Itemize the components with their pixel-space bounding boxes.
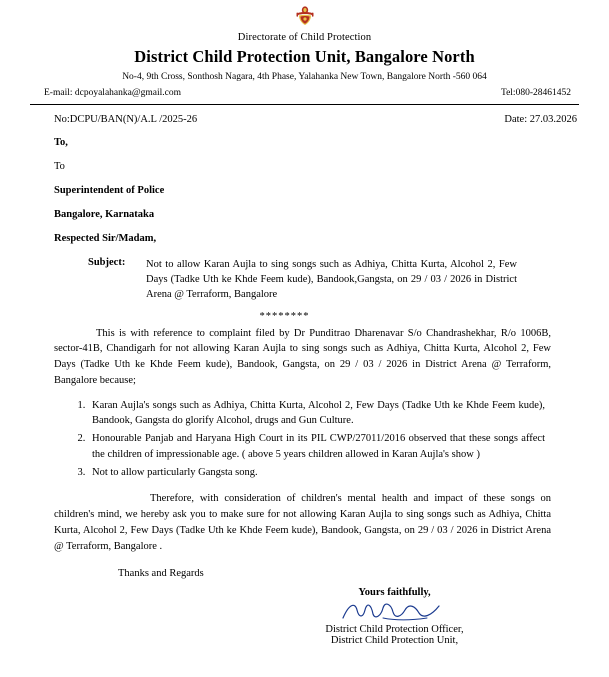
state-emblem-icon [294, 4, 316, 26]
list-item: 2. Honourable Panjab and Haryana High Court in its PIL CWP/27011/2016 observed that these songs affect the children of impressionable age. ( above 5 years children allowed in Karan Aujla's show ) [88, 431, 545, 463]
closing-paragraph: Therefore, with consideration of children's mental health and impact of these songs on children's mind, we hereby ask you to make sure for not allowing Karan Aujla to sing songs such as Adhiya, Chitta Kurta, Alcohol 2, Few Days (Tadke Uth ke Khde Feem kude), Bandook, Gangsta, on 29 / 03 / 2026 in District Arena @ Terraform, Bangalore . [54, 493, 551, 552]
addressee-block [30, 137, 579, 244]
phone-text: Tel:080-28461452 [500, 88, 571, 98]
list-item: 1. Karan Aujla's songs such as Adhiya, Chitta Kurta, Alcohol 2, Few Days (Tadke Uth ke Khde Feem kude), Bandook, Gangsta do glorify Alcohol, drugs and Gun Culture. [88, 398, 545, 430]
to-heading: To, [54, 137, 68, 148]
addressee-designation: Superintendent of Police [54, 185, 165, 196]
office-address: No-4, 9th Cross, Sonthosh Nagara, 4th Phase, Yalahanka New Town, Bangalore North -560 064 [122, 72, 487, 82]
list-item: 3. Not to allow particularly Gangsta song. [88, 465, 545, 481]
letter-date: Date: 27.03.2026 [504, 114, 577, 125]
subject-row [30, 257, 579, 303]
subject-text: Not to allow Karan Aujla to sing songs such as Adhiya, Chitta Kurta, Alcohol 2, Few Days (Tadke Uth ke Khde Feem kude), Bandook,Gangsta, on 29 / 03 / 2026 in District Arena @ Terraform, Bangalore [146, 259, 517, 301]
addressee-place: Bangalore, Karnataka [54, 209, 155, 220]
officer-designation: District Child Protection Officer, [325, 624, 464, 636]
signature-block [30, 587, 579, 646]
handwritten-signature [210, 598, 579, 624]
reference-number: No:DCPU/BAN(N)/A.L /2025-26 [54, 114, 198, 125]
officer-unit: District Child Protection Unit, [330, 635, 459, 647]
contact-row [30, 88, 579, 98]
to-line: To [54, 161, 65, 172]
star-divider: ******** [259, 310, 310, 322]
emblem-container [30, 0, 579, 30]
yours-faithfully: Yours faithfully, [358, 587, 431, 599]
directorate-line: Directorate of Child Protection [237, 32, 372, 43]
opening-paragraph: This is with reference to complaint filed by Dr Punditrao Dharenavar S/o Chandrashekhar, R/o 1006B, sector-41B, Chandigarh for not allowing Karan Aujla to sing songs such as Adhiya, Chitta Kurta, Alcohol 2, Few Days (Tadke Uth ke Khde Feem kude), Bandook, Gangsta, on 29 / 03 / 2026 in District Arena @ Terraform, Bangalore because; [54, 327, 551, 386]
subject-label: Subject: [88, 257, 126, 268]
salutation: Respected Sir/Madam, [54, 233, 157, 244]
thanks-line: Thanks and Regards [118, 568, 204, 580]
unit-title: District Child Protection Unit, Bangalore North [134, 47, 475, 66]
reasons-list [30, 398, 579, 481]
header-divider [30, 104, 579, 105]
reference-row [30, 114, 579, 125]
email-text: E-mail: dcpoyalahanka@gmail.com [44, 88, 181, 98]
